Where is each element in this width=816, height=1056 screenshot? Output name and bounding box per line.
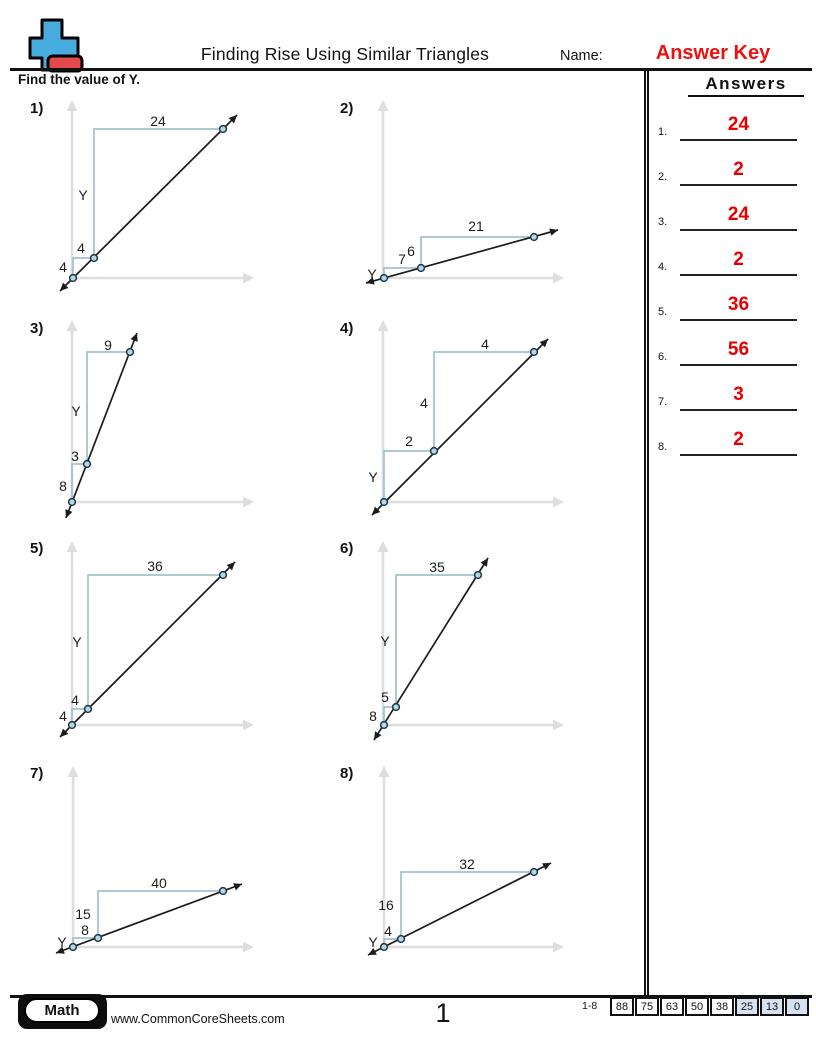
trend-line	[374, 558, 488, 740]
answer-number: 3.	[658, 216, 668, 228]
small-run-label: 2	[405, 433, 413, 449]
large-rise-label: 15	[75, 906, 91, 922]
problem-figure	[20, 535, 320, 750]
problem-figure	[330, 760, 630, 975]
answer-value: 2	[733, 249, 744, 270]
x-axis-arrow-icon	[553, 497, 564, 508]
answer-value: 24	[727, 204, 750, 225]
x-axis-arrow-icon	[553, 720, 564, 731]
score-cell: 88	[610, 997, 634, 1016]
problem-number: 8)	[340, 765, 354, 782]
problem-number: 6)	[340, 540, 354, 557]
small-run-label: 4	[71, 692, 79, 708]
y-axis-arrow-icon	[378, 100, 389, 111]
answer-item-1	[658, 111, 797, 141]
large-run-label: 24	[150, 113, 166, 129]
data-point	[418, 265, 425, 272]
data-point	[381, 722, 388, 729]
answer-number: 5.	[658, 306, 668, 318]
data-point	[220, 126, 227, 133]
data-point	[220, 888, 227, 895]
data-point	[70, 944, 77, 951]
large-run-label: 4	[481, 336, 489, 352]
math-badge-label: Math	[24, 998, 100, 1023]
score-cell: 38	[710, 997, 734, 1016]
data-point	[398, 936, 405, 943]
score-table	[609, 997, 809, 1016]
problem-figure	[330, 95, 630, 310]
problem-number: 5)	[30, 540, 44, 557]
small-rise-label: 8	[369, 708, 377, 724]
data-point	[85, 706, 92, 713]
trend-line	[60, 115, 237, 291]
problem-cell-6	[330, 535, 640, 755]
x-axis-arrow-icon	[553, 273, 564, 284]
data-point	[69, 499, 76, 506]
y-axis-arrow-icon	[67, 320, 78, 331]
score-cell: 75	[635, 997, 659, 1016]
data-point	[531, 234, 538, 241]
problem-number: 7)	[30, 765, 44, 782]
answer-number: 8.	[658, 441, 668, 453]
small-run-label: 3	[71, 448, 79, 464]
problem-number: 3)	[30, 320, 44, 337]
data-point	[95, 935, 102, 942]
answer-value: 2	[733, 159, 744, 180]
problem-cell-1	[20, 95, 330, 315]
answer-number: 1.	[658, 126, 668, 138]
answer-item-4	[658, 246, 797, 276]
problem-cell-5	[20, 535, 330, 755]
math-badge	[18, 994, 107, 1029]
large-rise-label: Y	[71, 403, 81, 419]
answer-value: 2	[733, 429, 744, 450]
small-rise-label: Y	[368, 469, 378, 485]
data-point	[69, 722, 76, 729]
answer-value: 56	[727, 339, 750, 360]
data-point	[381, 499, 388, 506]
problem-number: 4)	[340, 320, 354, 337]
large-rise-label: Y	[78, 187, 88, 203]
score-cell: 50	[685, 997, 709, 1016]
small-run-label: 4	[384, 923, 392, 939]
worksheet-title: Finding Rise Using Similar Triangles	[200, 44, 490, 64]
website-url: www.CommonCoreSheets.com	[111, 1012, 285, 1026]
data-point	[475, 572, 482, 579]
large-run-label: 32	[459, 856, 475, 872]
problem-figure	[330, 315, 630, 530]
large-rise-label: 16	[378, 897, 394, 913]
y-axis-arrow-icon	[67, 100, 78, 111]
large-rise-label: 4	[420, 395, 428, 411]
large-run-label: 35	[429, 559, 445, 575]
data-point	[381, 275, 388, 282]
answer-item-3	[658, 201, 797, 231]
answer-value: 24	[727, 114, 750, 135]
answer-number: 2.	[658, 171, 668, 183]
problem-figure	[20, 315, 320, 530]
x-axis-arrow-icon	[243, 497, 254, 508]
small-rise-label: 8	[59, 478, 67, 494]
section-divider	[644, 68, 649, 995]
trend-line	[66, 333, 137, 518]
answer-value: 3	[733, 384, 744, 405]
problem-number: 2)	[340, 100, 354, 117]
x-axis-arrow-icon	[553, 942, 564, 953]
data-point	[127, 349, 134, 356]
data-point	[531, 349, 538, 356]
answer-item-2	[658, 156, 797, 186]
trend-line	[366, 230, 558, 283]
small-run-label: 7	[398, 251, 406, 267]
instruction-text: Find the value of Y.	[18, 72, 141, 87]
problem-cell-7	[20, 760, 330, 980]
small-run-label: 4	[77, 240, 85, 256]
answer-item-5	[658, 291, 797, 321]
line-arrow-icon	[233, 883, 242, 890]
problem-figure	[20, 95, 320, 310]
large-run-label: 9	[104, 337, 112, 353]
trend-line	[372, 339, 548, 515]
small-rise-label: Y	[367, 266, 377, 282]
small-rise-label: 4	[59, 259, 67, 275]
large-rise-label: 6	[407, 243, 415, 259]
answer-key-value: Answer Key	[655, 42, 771, 64]
answers-title: Answers	[688, 74, 804, 97]
answer-number: 6.	[658, 351, 668, 363]
data-point	[220, 572, 227, 579]
problem-cell-3	[20, 315, 330, 535]
small-rise-label: Y	[57, 934, 67, 950]
small-run-label: 8	[81, 922, 89, 938]
data-point	[531, 869, 538, 876]
y-axis-arrow-icon	[378, 320, 389, 331]
score-cell: 25	[735, 997, 759, 1016]
score-cell: 13	[760, 997, 784, 1016]
large-run-label: 40	[151, 875, 167, 891]
answer-item-7	[658, 381, 797, 411]
answer-number: 4.	[658, 261, 668, 273]
small-rise-label: 4	[59, 708, 67, 724]
large-rise-label: Y	[380, 633, 390, 649]
large-run-label: 21	[468, 218, 484, 234]
page-number: 1	[435, 998, 451, 1028]
y-axis-arrow-icon	[67, 541, 78, 552]
y-axis-arrow-icon	[68, 766, 79, 777]
problem-number: 1)	[30, 100, 44, 117]
score-cell: 63	[660, 997, 684, 1016]
data-point	[84, 461, 91, 468]
trend-line	[368, 863, 551, 955]
data-point	[381, 944, 388, 951]
large-rise-label: Y	[72, 634, 82, 650]
x-axis-arrow-icon	[243, 720, 254, 731]
problem-figure	[330, 535, 630, 750]
x-axis-arrow-icon	[243, 942, 254, 953]
x-axis-arrow-icon	[243, 273, 254, 284]
data-point	[393, 704, 400, 711]
problem-cell-2	[330, 95, 640, 315]
problem-cell-4	[330, 315, 640, 535]
y-axis-arrow-icon	[379, 766, 390, 777]
data-point	[431, 448, 438, 455]
score-range-label: 1-8	[582, 1000, 598, 1012]
y-axis-arrow-icon	[378, 541, 389, 552]
answer-item-8	[658, 426, 797, 456]
small-run-label: 5	[381, 689, 389, 705]
answer-number: 7.	[658, 396, 668, 408]
large-run-label: 36	[147, 558, 163, 574]
problem-figure	[20, 760, 320, 975]
data-point	[70, 275, 77, 282]
small-rise-label: Y	[368, 934, 378, 950]
score-cell: 0	[785, 997, 809, 1016]
problem-cell-8	[330, 760, 640, 980]
answer-value: 36	[727, 294, 750, 315]
answer-item-6	[658, 336, 797, 366]
data-point	[91, 255, 98, 262]
name-label: Name:	[560, 48, 603, 64]
